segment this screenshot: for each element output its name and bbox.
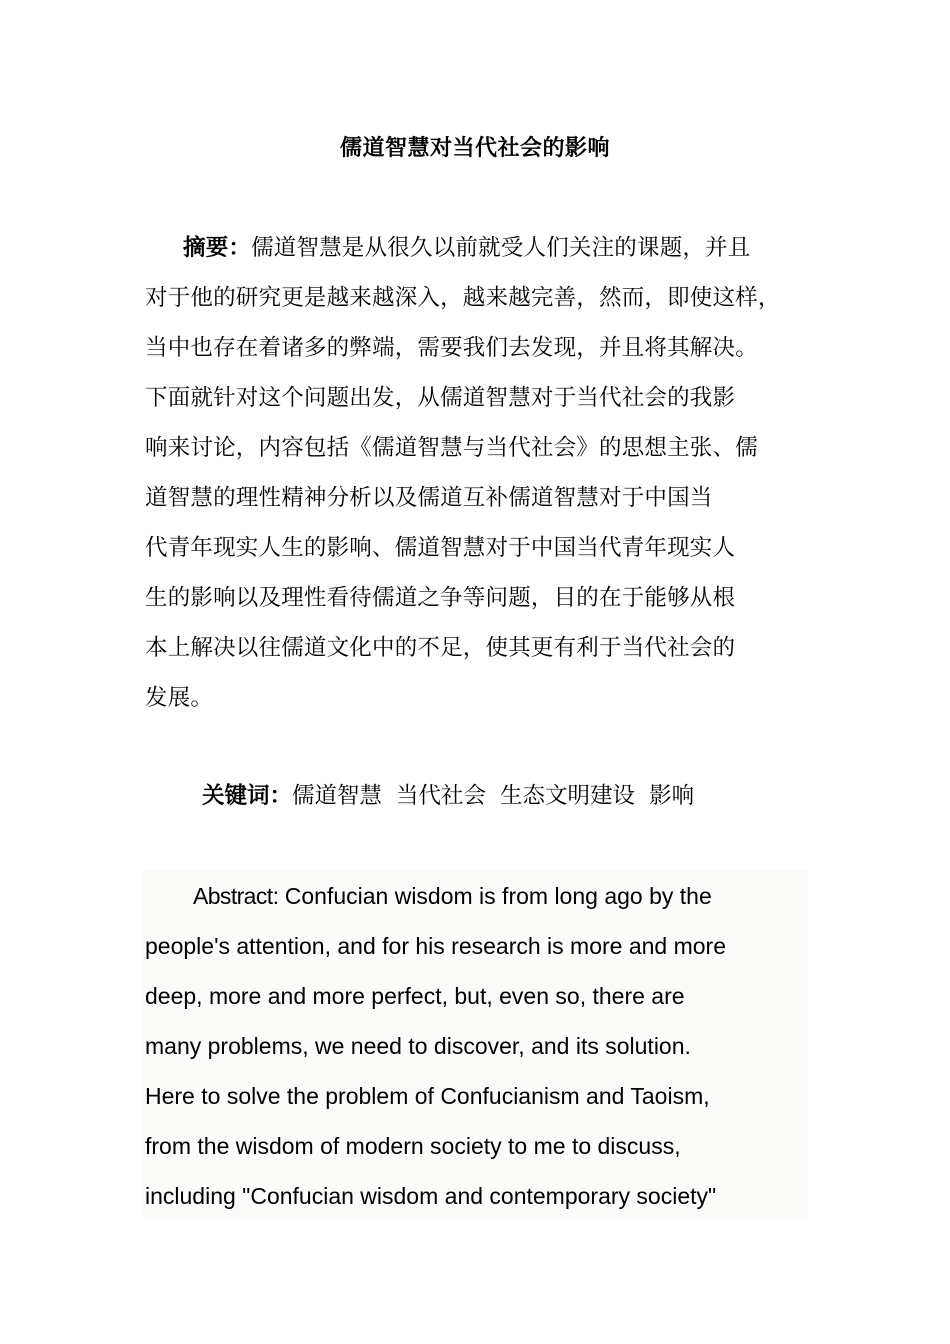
abstract-en-line: many problems, we need to discover, and its solution. <box>145 1033 691 1059</box>
abstract-cn-line: 道智慧的理性精神分析以及儒道互补儒道智慧对于中国当 <box>145 485 713 511</box>
keyword-item: 儒道智慧 <box>292 783 383 809</box>
abstract-cn-line: 本上解决以往儒道文化中的不足，使其更有利于当代社会的 <box>145 635 736 661</box>
abstract-en-line: people's attention, and for his research is more and more <box>145 933 726 959</box>
abstract-cn-line <box>183 233 863 263</box>
abstract-en-line <box>193 881 712 911</box>
abstract-cn-line: 生的影响以及理性看待儒道之争等问题，目的在于能够从根 <box>145 585 736 611</box>
document-title: 儒道智慧对当代社会的影响 <box>339 136 610 161</box>
abstract-cn-line: 当中也存在着诸多的弊端，需要我们去发现，并且将其解决。 <box>145 335 758 361</box>
abstract-cn-line: 对于他的研究更是越来越深入，越来越完善，然而，即使这样， <box>145 285 781 311</box>
abstract-en-text: Confucian wisdom is from long ago by the <box>278 883 712 909</box>
keywords-line <box>202 781 694 811</box>
abstract-en-line: including "Confucian wisdom and contemporary society" <box>145 1183 717 1209</box>
abstract-en-line: deep, more and more perfect, but, even so, there are <box>145 983 685 1009</box>
abstract-en-label: Abstract: <box>193 883 279 909</box>
abstract-cn-line: 下面就针对这个问题出发，从儒道智慧对于当代社会的我影 <box>145 385 736 411</box>
abstract-cn-line: 发展。 <box>145 685 214 711</box>
abstract-cn-line: 代青年现实人生的影响、儒道智慧对于中国当代青年现实人 <box>145 535 736 561</box>
keyword-item: 影响 <box>649 783 695 809</box>
abstract-cn-line: 响来讨论，内容包括《儒道智慧与当代社会》的思想主张、儒 <box>145 435 758 461</box>
abstract-en-line: from the wisdom of modern society to me to discuss, <box>145 1133 681 1159</box>
keywords-label: 关键词： <box>202 783 293 809</box>
abstract-cn-label: 摘要： <box>183 235 252 261</box>
abstract-en-line: Here to solve the problem of Confucianism and Taoism, <box>145 1083 710 1109</box>
keyword-item: 当代社会 <box>396 783 487 809</box>
abstract-cn-text: 儒道智慧是从很久以前就受人们关注的课题，并且 <box>251 235 751 261</box>
keyword-item: 生态文明建设 <box>500 783 636 809</box>
